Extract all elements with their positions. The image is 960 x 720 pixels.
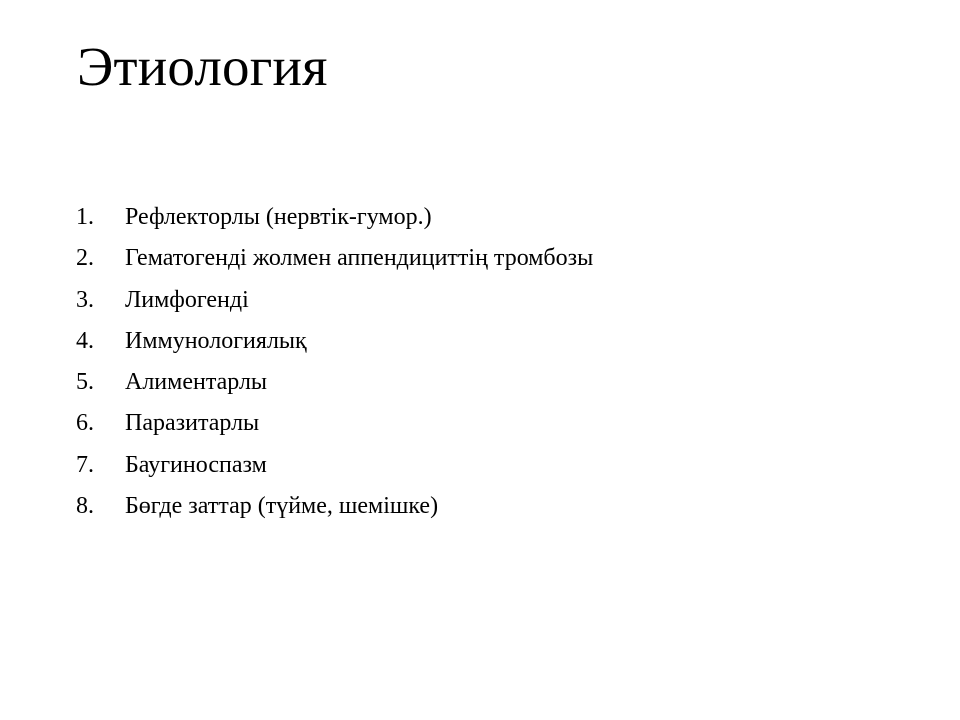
list-item-text: Лимфогенді: [125, 286, 249, 313]
list-item-number: 4.: [76, 327, 94, 354]
list-item: [76, 486, 593, 527]
list-item-number: 7.: [76, 451, 94, 478]
list-item-text: Гематогенді жолмен аппендициттің тромбозы: [125, 245, 594, 272]
list-item-text: Рефлекторлы (нервтік-гумор.): [125, 204, 432, 230]
list-item-text: Паразитарлы: [125, 410, 260, 437]
list-item-number: 6.: [76, 410, 94, 437]
list-item: [76, 403, 593, 444]
list-item: [76, 280, 593, 321]
list-item-number: 2.: [76, 245, 94, 272]
slide-title: Этиология: [77, 36, 328, 97]
list-item: [76, 362, 593, 403]
list-item: [76, 238, 593, 279]
list-item-text: Бөгде заттар (түйме, шемішке): [125, 493, 439, 520]
list-item-number: 1.: [76, 204, 94, 230]
list-item: [76, 197, 593, 238]
list-item-text: Иммунологиялық: [125, 327, 307, 354]
list-item: [76, 445, 593, 486]
etiology-list: [76, 197, 593, 527]
list-item-text: Баугиноспазм: [125, 451, 267, 478]
list-item-number: 8.: [76, 493, 94, 520]
list-item-number: 5.: [76, 369, 94, 396]
list-item-number: 3.: [76, 286, 94, 313]
list-item-text: Алиментарлы: [125, 369, 268, 396]
list-item: [76, 321, 593, 362]
